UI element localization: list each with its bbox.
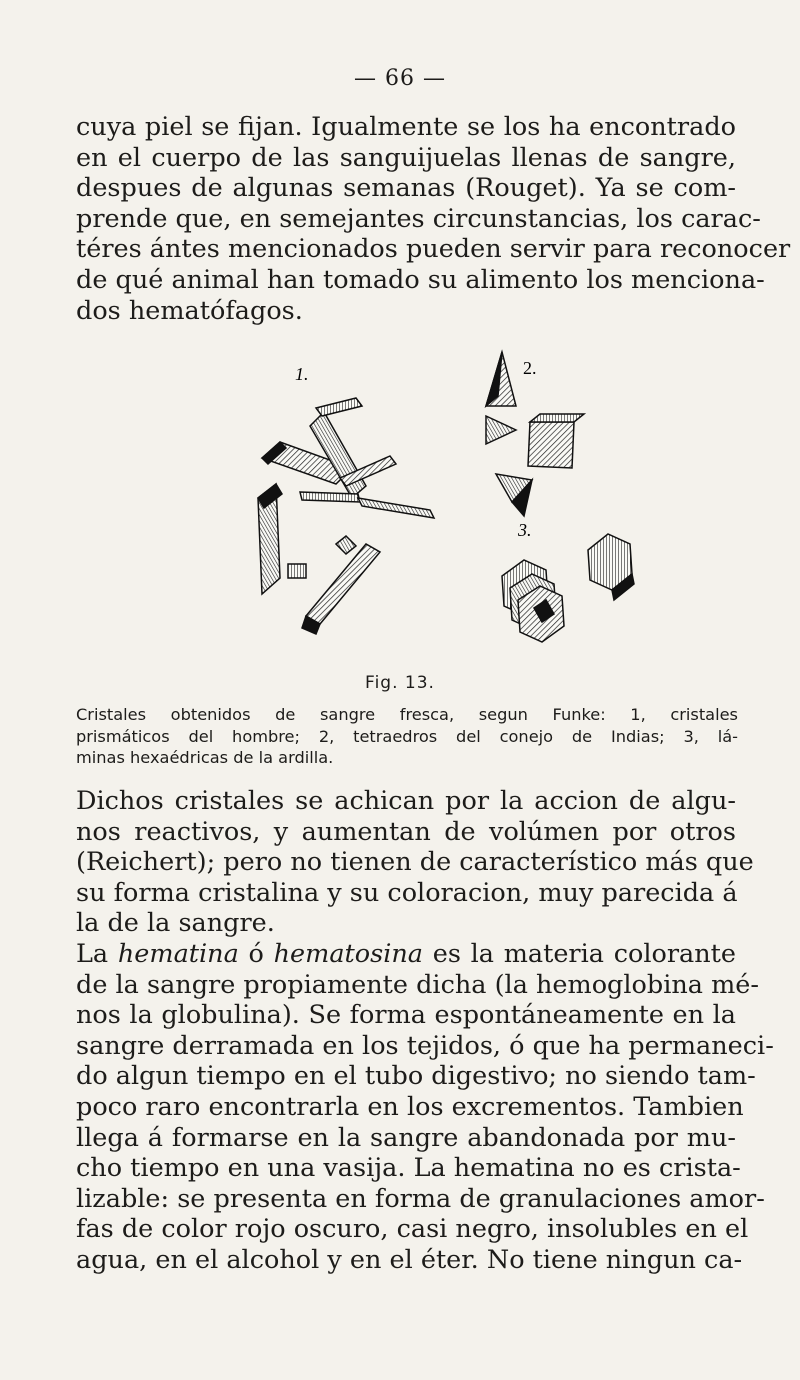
text-line: lizable: se presenta en forma de granulaciones amor-: [76, 1183, 765, 1214]
figure-title: Fig. 13.: [365, 673, 435, 693]
hexagonal-plates: [502, 534, 634, 642]
prismatic-crystals: [258, 398, 434, 634]
text-line: nos la globulina). Se forma espontáneamente en la: [76, 1000, 736, 1031]
text-line: de qué animal han tomado su alimento los menciona-: [76, 264, 765, 295]
text-line: poco raro encontrarla en los excrementos. Tambien: [76, 1091, 744, 1122]
page-number: — 66 —: [354, 66, 446, 91]
text-line: nos reactivos, y aumentan de volúmen por otros: [76, 816, 736, 847]
text-fragment: es la materia colorante: [423, 938, 736, 969]
figure-label-3: 3.: [518, 520, 532, 540]
caption-line: prismáticos del hombre; 2, tetraedros del conejo de Indias; 3, lá-: [76, 726, 738, 746]
figure-label-2: 2.: [523, 358, 537, 378]
text-fragment: ó: [238, 938, 274, 969]
text-fragment: La: [76, 938, 118, 969]
term-hematina: hematina: [117, 938, 239, 969]
text-line: la de la sangre.: [76, 908, 275, 939]
text-line: cho tiempo en una vasija. La hematina no es crista-: [76, 1153, 741, 1184]
text-line: fas de color rojo oscuro, casi negro, insolubles en el: [76, 1214, 749, 1245]
crystal-figure: [240, 338, 640, 650]
caption-line: minas hexaédricas de la ardilla.: [76, 748, 334, 767]
paragraph-1: [76, 112, 791, 326]
text-line: Dichos cristales se achican por la accion de algu-: [76, 786, 736, 816]
text-line: de la sangre propiamente dicha (la hemoglobina mé-: [76, 969, 759, 1000]
text-line: en el cuerpo de las sanguijuelas llenas de sangre,: [76, 142, 736, 173]
caption-line: Cristales obtenidos de sangre fresca, segun Funke: 1, cristales: [76, 705, 738, 724]
paragraph-2: [76, 786, 774, 1276]
text-line: do algun tiempo en el tubo digestivo; no siendo tam-: [76, 1061, 756, 1092]
text-line: sangre derramada en los tejidos, ó que ha permaneci-: [76, 1030, 774, 1061]
text-line: llega á formarse en la sangre abandonada por mu-: [76, 1122, 736, 1153]
text-line: su forma cristalina y su coloracion, muy parecida á: [76, 877, 738, 908]
text-line: (Reichert); pero no tienen de característico más que: [76, 847, 754, 878]
crystal-illustration: [240, 338, 640, 650]
text-line: dos hematófagos.: [76, 295, 303, 326]
term-hematosina: hematosina: [273, 938, 423, 969]
text-line: despues de algunas semanas (Rouget). Ya se com-: [76, 173, 736, 204]
text-line: agua, en el alcohol y en el éter. No tiene ningun ca-: [76, 1244, 743, 1275]
text-line: cuya piel se fijan. Igualmente se los ha encontrado: [76, 112, 736, 142]
text-line-hematina: [76, 939, 736, 970]
figure-label-1: 1.: [295, 364, 309, 384]
text-line: prende que, en semejantes circunstancias, los carac-: [76, 203, 761, 234]
text-line: téres ántes mencionados pueden servir para reconocer: [76, 234, 791, 265]
figure-caption: [76, 704, 738, 769]
